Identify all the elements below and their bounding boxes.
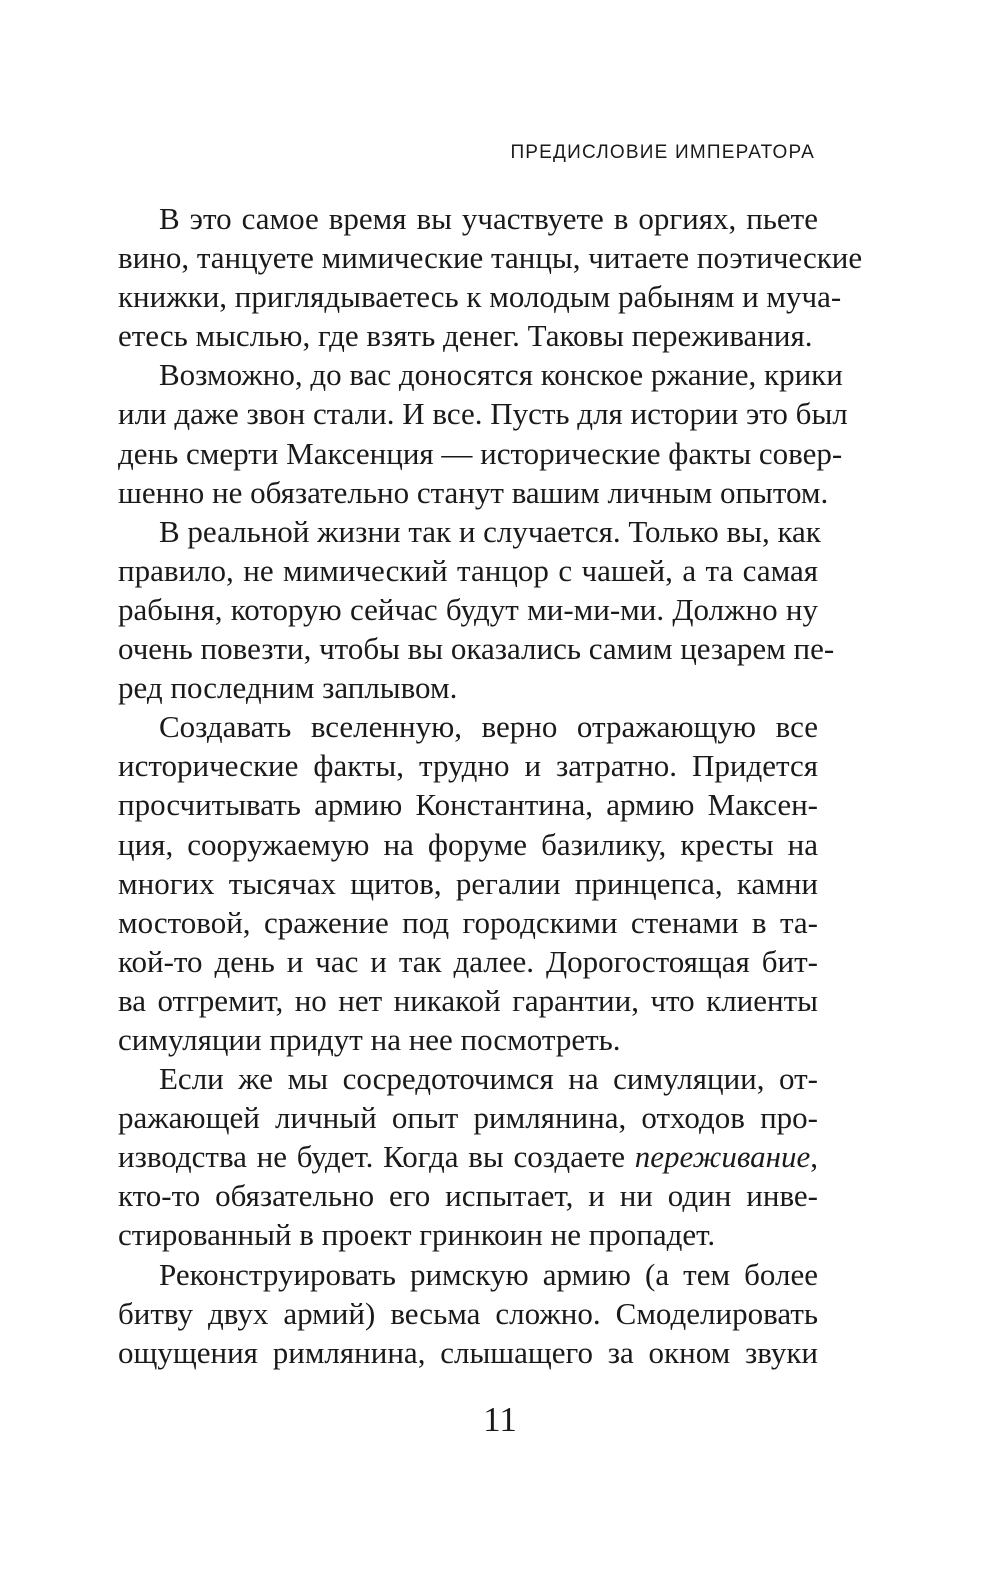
text-line: симуляции придут на нее посмотреть. — [118, 1021, 621, 1057]
text-line: кто-то обязательно его испытает, и ни один инве- — [118, 1178, 818, 1214]
text-line: мостовой, сражение под городскими стенами в та- — [118, 904, 818, 940]
text-line: ред последним заплывом. — [118, 670, 458, 706]
text-line: ва отгремит, но нет никакой гарантии, что клиенты — [118, 982, 818, 1018]
text-line: В реальной жизни так и случается. Только вы, как — [159, 513, 821, 549]
text-line: книжки, приглядываетесь к молодым рабыням и муча- — [118, 279, 842, 315]
text-line: шенно не обязательно станут вашим личным опытом. — [118, 474, 829, 510]
body-text — [118, 199, 863, 1372]
paragraph — [118, 1059, 818, 1254]
text-segment: изводства не будет. Когда вы создаете — [118, 1139, 635, 1175]
text-line: рабыня, которую сейчас будут ми-ми-ми. Должно ну — [118, 591, 818, 627]
page-number: 11 — [483, 1400, 517, 1439]
text-line: просчитывать армию Константина, армию Максен- — [118, 787, 818, 823]
text-line-with-emphasis — [118, 1137, 818, 1176]
text-line: многих тысячах щитов, регалии принцепса, камни — [118, 865, 818, 901]
text-line: кой-то день и час и так далее. Дорогостоящая бит- — [118, 943, 818, 979]
paragraph — [118, 199, 863, 355]
text-line: вино, танцуете мимические танцы, читаете поэтические — [118, 240, 863, 276]
text-line: исторические факты, трудно и затратно. Придется — [118, 748, 818, 784]
paragraph — [118, 512, 835, 707]
text-line: В это самое время вы участвуете в оргиях, пьете — [159, 201, 818, 236]
paragraph — [118, 1255, 818, 1372]
text-line: Создавать вселенную, верно отражающую все — [159, 709, 818, 745]
text-line: стированный в проект гринкоин не пропадет. — [118, 1217, 716, 1253]
text-line: ощущения римлянина, слышащего за окном звуки — [118, 1334, 818, 1370]
emphasis-word: переживание — [634, 1139, 811, 1175]
paragraph — [118, 707, 818, 1059]
text-line: или даже звон стали. И все. Пусть для истории это был — [118, 396, 848, 432]
text-segment: , — [810, 1139, 818, 1175]
text-line: день смерти Максенция — исторические факты совер- — [118, 435, 843, 471]
running-head: ПРЕДИСЛОВИЕ ИМПЕРАТОРА — [510, 142, 815, 163]
text-line: Если же мы сосредоточимся на симуляции, от- — [159, 1061, 818, 1097]
text-line: очень повезти, чтобы вы оказались самим цезарем пе- — [118, 631, 835, 667]
text-line: етесь мыслью, где взять денег. Таковы переживания. — [118, 318, 813, 354]
text-line: Реконструировать римскую армию (а тем более — [159, 1256, 818, 1292]
paragraph — [118, 355, 848, 511]
text-line: битву двух армий) весьма сложно. Смоделировать — [118, 1295, 818, 1331]
text-line: ражающей личный опыт римлянина, отходов про- — [118, 1100, 818, 1136]
text-line: правило, не мимический танцор с чашей, а та самая — [118, 552, 818, 588]
text-line: ция, сооружаемую на форуме базилику, кресты на — [118, 826, 818, 862]
text-line: Возможно, до вас доносятся конское ржание, крики — [159, 357, 843, 393]
